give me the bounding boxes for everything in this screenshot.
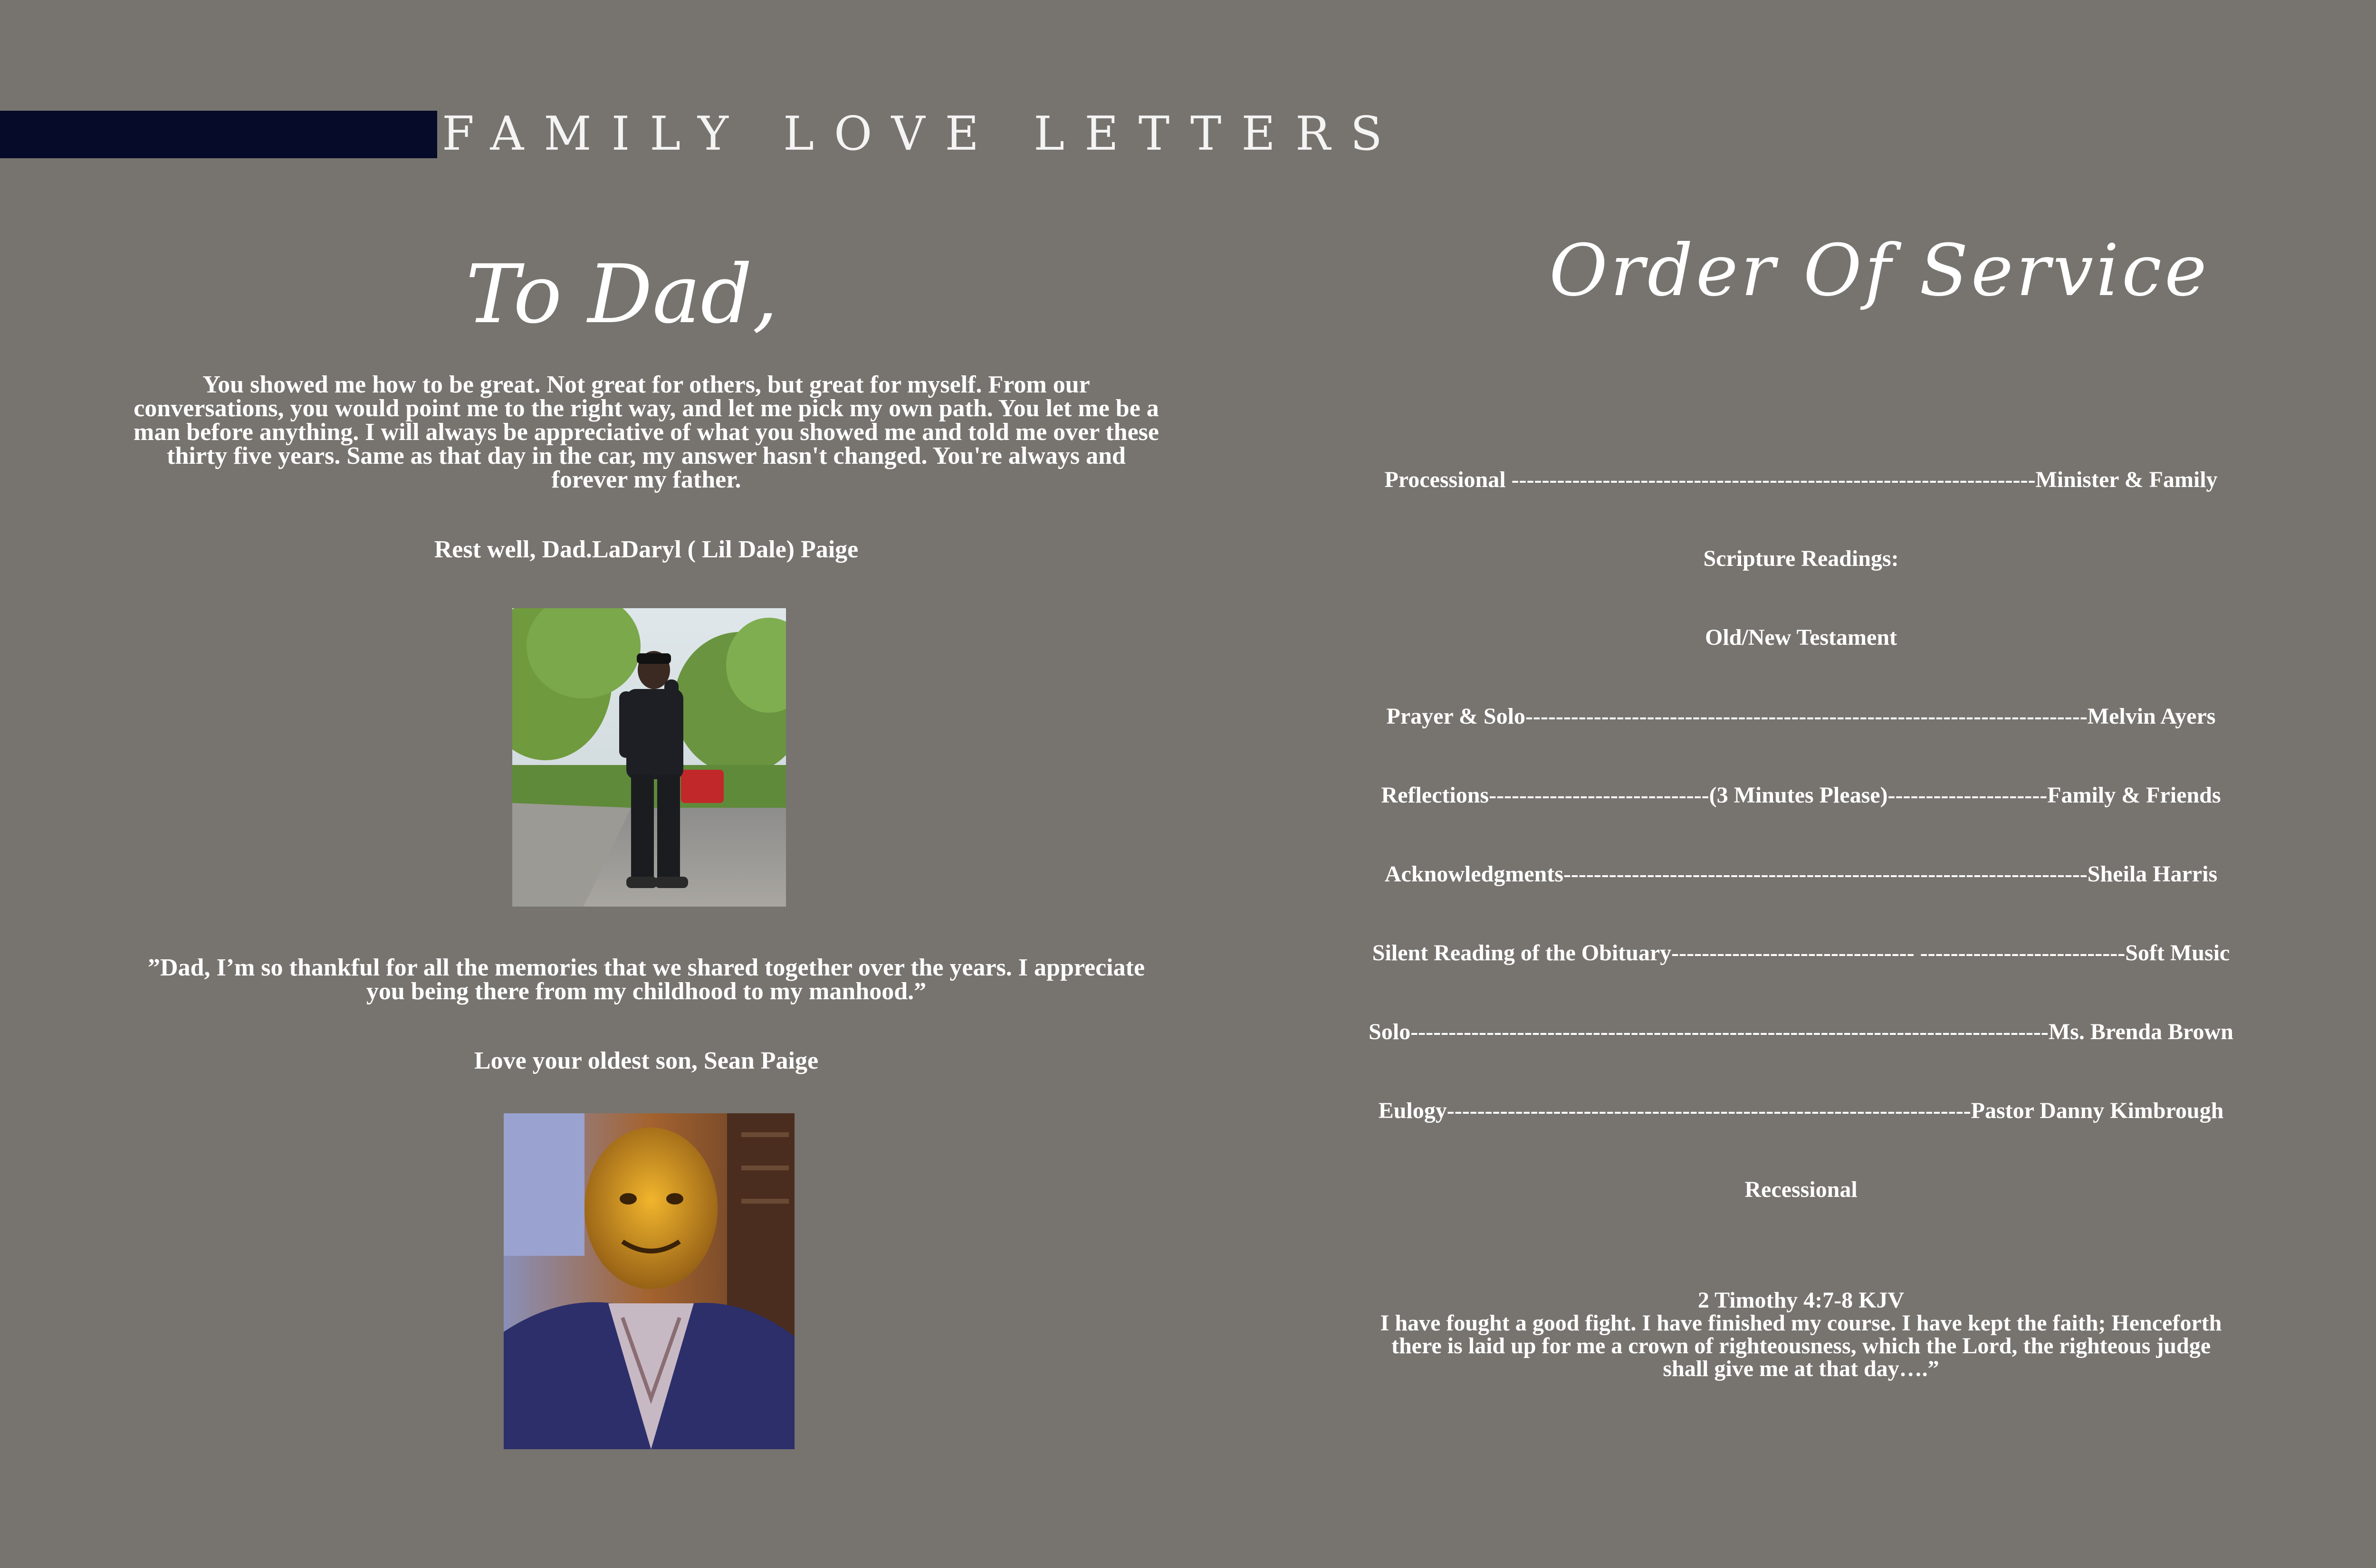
service-item-silent-reading: Silent Reading of the Obituary-------------------------------- ---------------------------Soft Music bbox=[1372, 940, 2230, 966]
service-item-recessional: Recessional bbox=[1744, 1177, 1858, 1202]
letter-paragraph-1: You showed me how to be great. Not great for others, but great for myself. From our conversations, you would point me to the right way, and let me pick my own path. You let me be a man before anything. I will always be appreciative of what you showed me and told me over these thirty five years. Same as that day in the car, my answer hasn't changed. You're always and forever my father. bbox=[134, 371, 1159, 493]
service-item-eulogy: Eulogy---------------------------------------------------------------------Pastor Danny Kimbrough bbox=[1378, 1098, 2224, 1123]
title-banner-bar bbox=[0, 111, 437, 158]
letter-paragraph-2: ”Dad, I’m so thankful for all the memories that we shared together over the years. I appreciate you being there from my childhood to my manhood.” bbox=[147, 954, 1145, 1005]
service-item-prayer-solo: Prayer & Solo--------------------------------------------------------------------------Melvin Ayers bbox=[1386, 704, 2216, 729]
service-item-reflections: Reflections-----------------------------(3 Minutes Please)---------------------Family & Friends bbox=[1381, 783, 2221, 808]
letter-heading: To Dad, bbox=[466, 248, 778, 342]
scripture-verse bbox=[1293, 1289, 2309, 1380]
photo-smiling-man-portrait bbox=[504, 1113, 795, 1449]
service-item-solo: Solo------------------------------------------------------------------------------------Ms. Brenda Brown bbox=[1369, 1019, 2233, 1044]
letter-signature-2: Love your oldest son, Sean Paige bbox=[474, 1047, 819, 1074]
verse-reference: 2 Timothy 4:7-8 KJV bbox=[1697, 1288, 1905, 1313]
verse-line-1: I have fought a good fight. I have finished my course. I have kept the faith; Henceforth bbox=[1380, 1310, 2222, 1336]
page-title: FAMILY LOVE LETTERS bbox=[442, 107, 1402, 161]
order-of-service-heading: Order Of Service bbox=[1549, 229, 2210, 312]
letter-signature-1: Rest well, Dad.LaDaryl ( Lil Dale) Paige bbox=[434, 536, 859, 563]
service-item-testament: Old/New Testament bbox=[1705, 625, 1897, 650]
photo-man-standing-street bbox=[512, 608, 786, 907]
service-item-scripture-readings: Scripture Readings: bbox=[1703, 546, 1899, 571]
service-item-processional: Processional ---------------------------------------------------------------------Minister & Family bbox=[1384, 467, 2218, 492]
verse-line-2: there is laid up for me a crown of righteousness, which the Lord, the righteous judge bbox=[1391, 1333, 2211, 1358]
verse-line-3: shall give me at that day….” bbox=[1663, 1356, 1939, 1381]
service-item-acknowledgments: Acknowledgments---------------------------------------------------------------------Sheila Harris bbox=[1384, 861, 2218, 887]
